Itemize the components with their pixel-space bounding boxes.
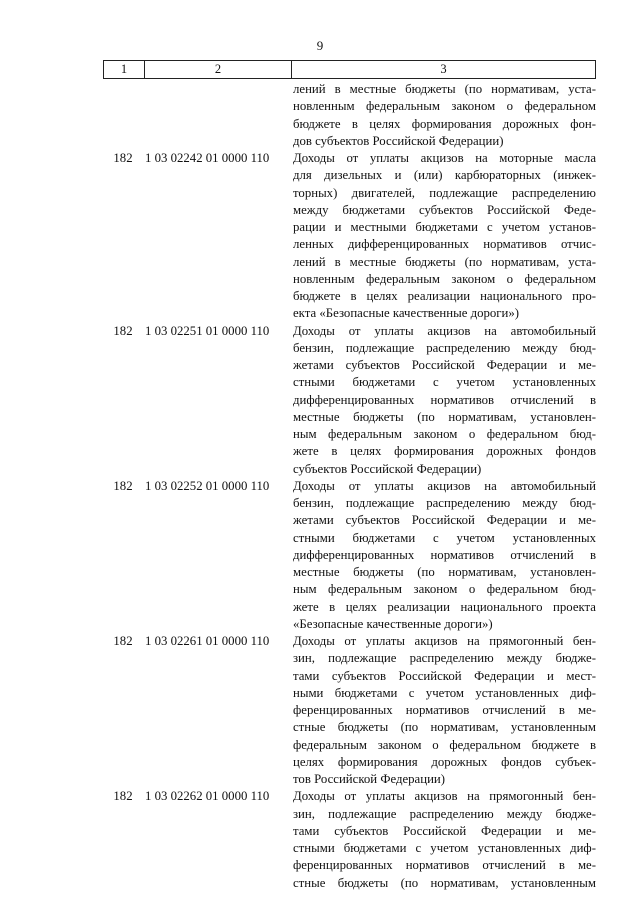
- description-text: тами субъектов Российской Федерации и мест-: [293, 668, 596, 683]
- row-line: [103, 857, 596, 874]
- budget-code-cell: [143, 599, 293, 616]
- admin-code-cell: [103, 374, 143, 391]
- budget-code-cell: [143, 650, 293, 667]
- budget-code-cell: [143, 443, 293, 460]
- row-line: [103, 599, 596, 616]
- budget-code-cell: [143, 116, 293, 133]
- budget-code-cell: [143, 271, 293, 288]
- admin-code-cell: [103, 254, 143, 271]
- budget-code-cell: [143, 495, 293, 512]
- admin-code-cell: [103, 202, 143, 219]
- description-text: стными бюджетами с учетом установленных: [293, 530, 596, 545]
- budget-code-cell: 1 03 02252 01 0000 110: [145, 478, 270, 493]
- row-line: [103, 616, 596, 633]
- budget-code-cell: 1 03 02261 01 0000 110: [145, 634, 270, 648]
- description-text: местные бюджеты (по нормативам, установлен-: [293, 565, 596, 579]
- budget-code-cell: [143, 305, 293, 322]
- admin-code-cell: [103, 116, 143, 133]
- row-line: [103, 875, 596, 892]
- description-text: целях формирования дорожных фондов субъек-: [293, 754, 596, 769]
- header-col-3: 3: [291, 61, 596, 78]
- admin-code-cell: [103, 840, 143, 857]
- row-line: [103, 409, 596, 426]
- budget-code-cell: [143, 340, 293, 357]
- budget-code-cell: [143, 564, 293, 581]
- admin-code-cell: [103, 823, 143, 840]
- budget-code-cell: 1 03 02242 01 0000 110: [145, 151, 270, 165]
- row-line: [103, 461, 596, 478]
- budget-code-cell: [143, 236, 293, 253]
- budget-code-cell: [143, 685, 293, 702]
- description-text: субъектов Российской Федерации): [293, 461, 482, 476]
- row-line: [103, 737, 596, 754]
- admin-code-cell: 182: [113, 634, 133, 648]
- row-line: [103, 478, 596, 495]
- budget-code-cell: 1 03 02251 01 0000 110: [145, 323, 270, 338]
- description-text: ференцированных нормативов отчислений в ме-: [293, 858, 596, 873]
- admin-code-cell: [103, 236, 143, 253]
- description-text: стными бюджетами с учетом установленных диф-: [293, 841, 596, 855]
- admin-code-cell: [103, 185, 143, 202]
- description-text: лений в местные бюджеты (по нормативам, уста-: [293, 254, 596, 269]
- budget-code-cell: [143, 823, 293, 840]
- description-text: новленным федеральным законом о федеральном: [293, 99, 596, 114]
- admin-code-cell: [103, 581, 143, 598]
- admin-code-cell: [103, 81, 143, 98]
- row-line: [103, 547, 596, 564]
- description-text: екта «Безопасные качественные дороги»): [293, 306, 520, 321]
- row-line: [103, 133, 596, 150]
- description-text: между бюджетами субъектов Российской Феде-: [293, 202, 596, 217]
- description-text: стные бюджеты (по нормативам, установленным: [293, 720, 596, 735]
- description-text: ференцированных нормативов отчислений в ме-: [293, 703, 596, 717]
- budget-code-cell: [143, 254, 293, 271]
- description-text: жете в целях реализации национального проекта: [293, 599, 596, 614]
- header-col-2: 2: [144, 61, 291, 78]
- row-line: [103, 512, 596, 529]
- budget-code-cell: [143, 426, 293, 443]
- admin-code-cell: [103, 599, 143, 616]
- description-text: Доходы от уплаты акцизов на автомобильный: [293, 478, 596, 493]
- row-line: [103, 530, 596, 547]
- budget-code-cell: [143, 219, 293, 236]
- description-text: ным федеральным законом о федеральном бюд-: [293, 582, 596, 597]
- admin-code-cell: [103, 461, 143, 478]
- budget-code-cell: [143, 719, 293, 736]
- row-line: [103, 668, 596, 685]
- row-line: [103, 495, 596, 512]
- admin-code-cell: [103, 392, 143, 409]
- row-line: [103, 392, 596, 409]
- page-number: 9: [316, 38, 324, 53]
- description-text: бензин, подлежащие распределению между бюд-: [293, 340, 596, 355]
- admin-code-cell: [103, 668, 143, 685]
- description-text: рации и местными бюджетами с учетом установ-: [293, 220, 596, 234]
- description-text: для дизельных и (или) карбюраторных (инжек-: [293, 168, 596, 183]
- description-text: лений в местные бюджеты (по нормативам, уста-: [293, 82, 596, 96]
- admin-code-cell: [103, 305, 143, 322]
- row-line: [103, 702, 596, 719]
- row-line: [103, 305, 596, 322]
- row-line: [103, 581, 596, 598]
- admin-code-cell: [103, 288, 143, 305]
- budget-code-cell: [143, 98, 293, 115]
- admin-code-cell: [103, 702, 143, 719]
- row-line: [103, 357, 596, 374]
- row-line: [103, 754, 596, 771]
- admin-code-cell: [103, 771, 143, 788]
- table-row: [103, 150, 596, 323]
- admin-code-cell: 182: [113, 478, 133, 493]
- description-text: ным федеральным законом о федеральном бюд-: [293, 427, 596, 441]
- row-line: [103, 788, 596, 805]
- admin-code-cell: [103, 133, 143, 150]
- table-row: [103, 478, 596, 633]
- description-text: Доходы от уплаты акцизов на моторные масла: [293, 151, 596, 165]
- admin-code-cell: [103, 340, 143, 357]
- description-text: дов субъектов Российской Федерации): [293, 133, 504, 148]
- budget-code-cell: [143, 581, 293, 598]
- description-text: жетами субъектов Российской Федерации и ме-: [293, 358, 596, 372]
- budget-code-cell: [143, 857, 293, 874]
- description-text: дифференцированных нормативов отчислений в: [293, 547, 596, 562]
- admin-code-cell: [103, 547, 143, 564]
- budget-code-cell: [143, 840, 293, 857]
- row-line: [103, 202, 596, 219]
- description-text: дифференцированных нормативов отчислений в: [293, 392, 596, 407]
- description-text: торных) двигателей, подлежащие распределению: [293, 185, 596, 200]
- row-line: [103, 840, 596, 857]
- admin-code-cell: [103, 271, 143, 288]
- description-text: ленных дифференцированных нормативов отчис-: [293, 237, 596, 252]
- budget-code-cell: [143, 167, 293, 184]
- row-line: [103, 650, 596, 667]
- row-line: [103, 219, 596, 236]
- description-text: новленным федеральным законом о федеральном: [293, 271, 596, 286]
- row-line: [103, 374, 596, 391]
- description-text: тами субъектов Российской Федерации и ме-: [293, 823, 596, 838]
- admin-code-cell: [103, 219, 143, 236]
- budget-code-cell: [143, 702, 293, 719]
- budget-code-cell: [143, 771, 293, 788]
- description-text: Доходы от уплаты акцизов на прямогонный бен-: [293, 634, 596, 648]
- description-text: бюджете в целях реализации национального про-: [293, 289, 596, 303]
- budget-code-cell: [143, 202, 293, 219]
- row-line: [103, 564, 596, 581]
- row-line: [103, 719, 596, 736]
- budget-code-cell: [143, 357, 293, 374]
- admin-code-cell: [103, 98, 143, 115]
- description-text: жете в целях формирования дорожных фондов: [293, 444, 596, 459]
- budget-code-cell: [143, 461, 293, 478]
- admin-code-cell: [103, 426, 143, 443]
- row-line: [103, 236, 596, 253]
- admin-code-cell: [103, 564, 143, 581]
- budget-code-cell: [143, 737, 293, 754]
- row-line: [103, 685, 596, 702]
- table-row: [103, 633, 596, 788]
- table-row: [103, 81, 596, 150]
- admin-code-cell: [103, 409, 143, 426]
- description-text: стные бюджеты (по нормативам, установленным: [293, 875, 596, 890]
- description-text: зин, подлежащие распределению между бюдже-: [293, 806, 596, 821]
- description-text: федеральным законом о федеральном бюджете в: [293, 737, 596, 752]
- row-line: [103, 254, 596, 271]
- admin-code-cell: [103, 857, 143, 874]
- description-text: бюджете в целях формирования дорожных фон-: [293, 116, 596, 131]
- row-line: [103, 116, 596, 133]
- description-text: ными бюджетами с учетом установленных диф-: [293, 685, 596, 700]
- budget-code-cell: [143, 875, 293, 892]
- admin-code-cell: [103, 719, 143, 736]
- admin-code-cell: [103, 616, 143, 633]
- row-line: [103, 288, 596, 305]
- admin-code-cell: [103, 650, 143, 667]
- row-line: [103, 81, 596, 98]
- budget-code-cell: 1 03 02262 01 0000 110: [145, 789, 270, 804]
- row-line: [103, 443, 596, 460]
- budget-code-cell: [143, 616, 293, 633]
- admin-code-cell: 182: [113, 151, 133, 165]
- table-body: [103, 81, 596, 892]
- admin-code-cell: [103, 443, 143, 460]
- budget-code-cell: [143, 374, 293, 391]
- description-text: местные бюджеты (по нормативам, установлен-: [293, 409, 596, 424]
- row-line: [103, 340, 596, 357]
- admin-code-cell: [103, 167, 143, 184]
- admin-code-cell: [103, 685, 143, 702]
- description-text: зин, подлежащие распределению между бюдже-: [293, 651, 596, 666]
- budget-code-cell: [143, 392, 293, 409]
- row-line: [103, 167, 596, 184]
- budget-code-cell: [143, 185, 293, 202]
- budget-code-cell: [143, 530, 293, 547]
- row-line: [103, 771, 596, 788]
- row-line: [103, 323, 596, 340]
- budget-code-cell: [143, 547, 293, 564]
- description-text: Доходы от уплаты акцизов на прямогонный бен-: [293, 789, 596, 804]
- admin-code-cell: [103, 512, 143, 529]
- description-text: «Безопасные качественные дороги»): [293, 616, 493, 631]
- admin-code-cell: 182: [113, 789, 133, 804]
- budget-code-cell: [143, 512, 293, 529]
- admin-code-cell: [103, 875, 143, 892]
- budget-code-cell: [143, 81, 293, 98]
- row-line: [103, 150, 596, 167]
- description-text: тов Российской Федерации): [293, 772, 446, 786]
- row-line: [103, 633, 596, 650]
- admin-code-cell: [103, 806, 143, 823]
- budget-code-cell: [143, 133, 293, 150]
- budget-code-cell: [143, 409, 293, 426]
- description-text: Доходы от уплаты акцизов на автомобильный: [293, 323, 596, 338]
- row-line: [103, 185, 596, 202]
- budget-code-cell: [143, 806, 293, 823]
- admin-code-cell: [103, 530, 143, 547]
- admin-code-cell: 182: [113, 323, 133, 338]
- row-line: [103, 806, 596, 823]
- budget-code-cell: [143, 754, 293, 771]
- header-col-1: 1: [103, 61, 144, 78]
- budget-code-cell: [143, 668, 293, 685]
- admin-code-cell: [103, 495, 143, 512]
- admin-code-cell: [103, 754, 143, 771]
- row-line: [103, 98, 596, 115]
- table-header: [103, 60, 596, 79]
- row-line: [103, 823, 596, 840]
- row-line: [103, 271, 596, 288]
- table-row: [103, 323, 596, 478]
- description-text: стными бюджетами с учетом установленных: [293, 375, 596, 390]
- description-text: бензин, подлежащие распределению между бюд-: [293, 496, 596, 510]
- row-line: [103, 426, 596, 443]
- admin-code-cell: [103, 357, 143, 374]
- budget-code-cell: [143, 288, 293, 305]
- admin-code-cell: [103, 737, 143, 754]
- description-text: жетами субъектов Российской Федерации и ме-: [293, 513, 596, 528]
- table-row: [103, 788, 596, 892]
